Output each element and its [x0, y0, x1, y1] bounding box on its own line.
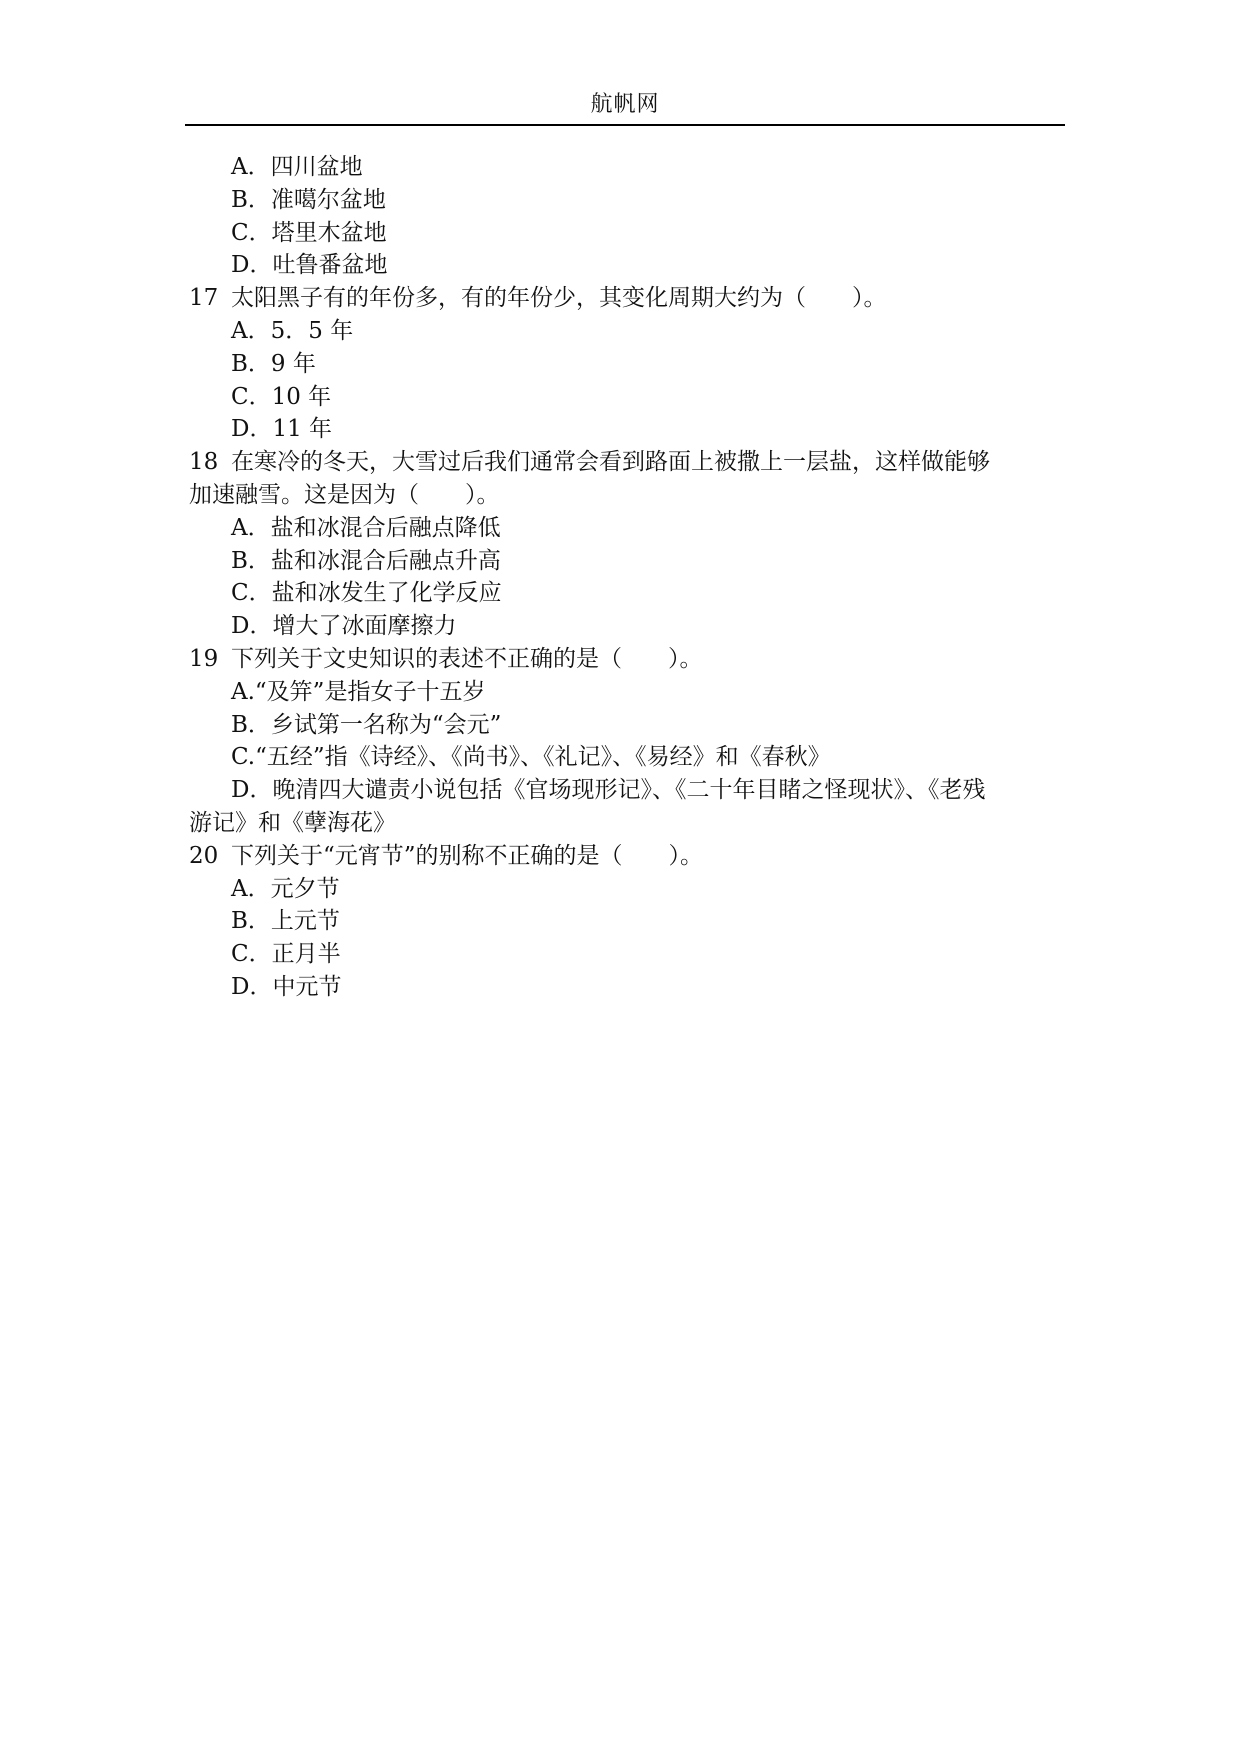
q20-number: 20: [189, 842, 219, 869]
q16-option-d: D．吐鲁番盆地: [231, 252, 388, 279]
q19-option-d-continued: 游记》和《孽海花》: [189, 809, 396, 836]
q20-stem-text: 下列关于“元宵节”的别称不正确的是（ ）。: [231, 842, 704, 869]
q20-option-d: D．中元节: [231, 973, 342, 1000]
q18-stem-line1: 在寒冷的冬天，大雪过后我们通常会看到路面上被撒上一层盐，这样做能够: [231, 449, 990, 476]
q17-stem-text: 太阳黑子有的年份多，有的年份少，其变化周期大约为（ ）。: [231, 285, 887, 312]
q17-option-a: A．5．5 年: [231, 317, 354, 344]
page-header: [185, 90, 1065, 126]
q17-option-d: D．11 年: [231, 416, 333, 443]
q18-option-c: C．盐和冰发生了化学反应: [231, 580, 502, 607]
q18-number: 18: [189, 449, 219, 476]
q16-option-b: B．准噶尔盆地: [231, 186, 386, 213]
q19-stem-text: 下列关于文史知识的表述不正确的是（ ）。: [231, 645, 703, 672]
q17-option-c: C．10 年: [231, 383, 332, 410]
q19-option-a: A.“及笄”是指女子十五岁: [231, 678, 486, 705]
q17-option-b: B．9 年: [231, 350, 316, 377]
q19-option-c: C.“五经”指《诗经》、《尚书》、《礼记》、《易经》和《春秋》: [231, 744, 831, 771]
q16-option-c: C．塔里木盆地: [231, 219, 387, 246]
q18-stem-line2: 加速融雪。这是因为（ ）。: [189, 481, 500, 508]
q18-option-d: D．增大了冰面摩擦力: [231, 613, 457, 640]
q18-stem: [189, 446, 1069, 479]
document-body: [189, 151, 1069, 1004]
q20-option-b: B．上元节: [231, 908, 340, 935]
q19-number: 19: [189, 645, 219, 672]
q16-option-a: A．四川盆地: [231, 154, 363, 180]
q19-option-b: B．乡试第一名称为“会元”: [231, 711, 502, 738]
q19-stem: [189, 643, 1069, 676]
q18-option-b: B．盐和冰混合后融点升高: [231, 547, 501, 574]
q17-number: 17: [189, 285, 219, 312]
q18-option-a: A．盐和冰混合后融点降低: [231, 514, 501, 541]
header-title: 航帆网: [590, 92, 660, 117]
q20-option-a: A．元夕节: [231, 875, 340, 902]
q17-stem: [189, 282, 1069, 315]
q20-stem: [189, 840, 1069, 873]
q20-option-c: C．正月半: [231, 941, 341, 968]
q19-option-d: D．晚清四大谴责小说包括《官场现形记》、《二十年目睹之怪现状》、《老残: [231, 777, 986, 804]
